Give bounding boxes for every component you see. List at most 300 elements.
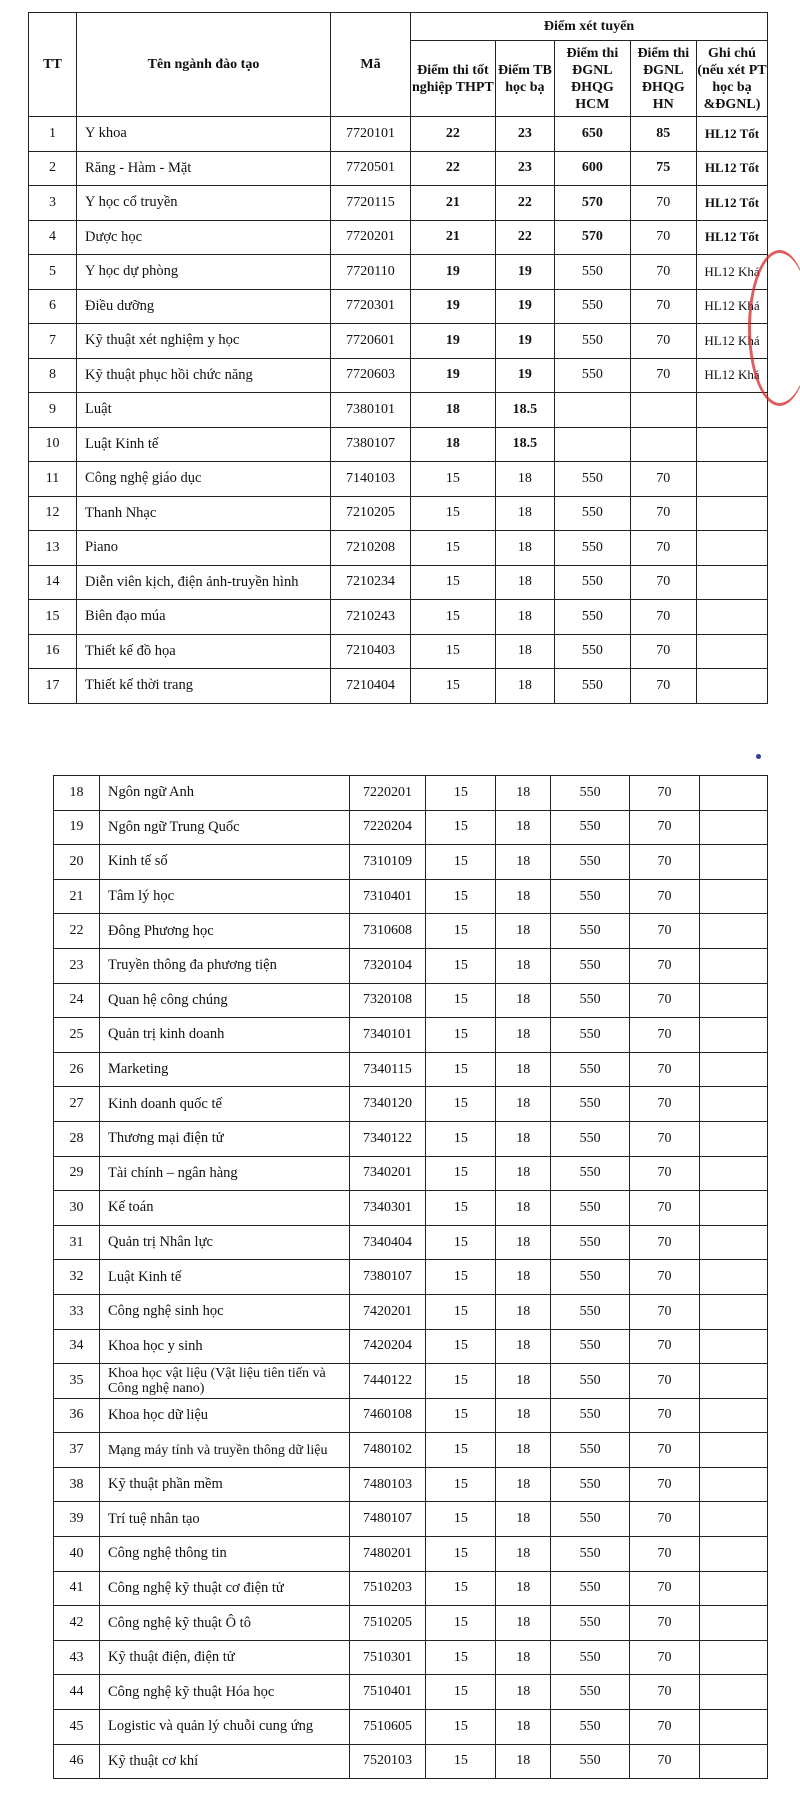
- score-thpt: 15: [426, 1156, 496, 1191]
- score-dgnl-hn: 75: [630, 151, 696, 186]
- major-name: Công nghệ kỹ thuật Ô tô: [99, 1606, 349, 1641]
- row-number: 28: [54, 1121, 100, 1156]
- score-dgnl-hcm: 550: [551, 1433, 630, 1468]
- score-dgnl-hcm: 550: [551, 1640, 630, 1675]
- score-dgnl-hn: 70: [629, 1606, 699, 1641]
- major-name: Truyền thông đa phương tiện: [99, 948, 349, 983]
- row-number: 27: [54, 1087, 100, 1122]
- note: [700, 1502, 768, 1537]
- table-row: [29, 531, 768, 566]
- score-hocba: 18: [496, 1537, 551, 1572]
- major-code: 7340120: [349, 1087, 426, 1122]
- table-row: [29, 634, 768, 669]
- table-row: [54, 1537, 768, 1572]
- major-code: 7480201: [349, 1537, 426, 1572]
- score-thpt: 15: [426, 776, 496, 811]
- major-name: Khoa học vật liệu (Vật liệu tiên tiến và Công nghệ nano): [99, 1364, 349, 1399]
- major-code: 7340115: [349, 1052, 426, 1087]
- table-row: [54, 1052, 768, 1087]
- score-dgnl-hcm: [555, 393, 630, 428]
- note: [696, 496, 767, 531]
- row-number: 45: [54, 1710, 100, 1745]
- row-number: 41: [54, 1571, 100, 1606]
- score-hocba: 19: [495, 324, 554, 359]
- major-code: 7510401: [349, 1675, 426, 1710]
- table-row: [54, 1191, 768, 1226]
- note: [700, 776, 768, 811]
- major-code: 7460108: [349, 1398, 426, 1433]
- score-dgnl-hn: 70: [629, 776, 699, 811]
- major-code: 7720110: [330, 255, 410, 290]
- row-number: 23: [54, 948, 100, 983]
- score-dgnl-hn: 70: [629, 948, 699, 983]
- major-name: Khoa học y sinh: [99, 1329, 349, 1364]
- note: [700, 1606, 768, 1641]
- score-hocba: 18.5: [495, 427, 554, 462]
- score-thpt: 15: [411, 531, 496, 566]
- score-dgnl-hcm: 550: [551, 1467, 630, 1502]
- admission-table-part-2: [53, 775, 768, 1779]
- note: [700, 1537, 768, 1572]
- score-thpt: 15: [426, 1260, 496, 1295]
- header-note: Ghi chú (nếu xét PT học bạ &ĐGNL): [696, 41, 767, 117]
- note: [700, 914, 768, 949]
- table-row: [29, 151, 768, 186]
- major-code: 7720101: [330, 117, 410, 152]
- score-hocba: 18: [495, 565, 554, 600]
- score-thpt: 15: [426, 1537, 496, 1572]
- score-dgnl-hcm: 550: [551, 810, 630, 845]
- score-thpt: 19: [411, 289, 496, 324]
- row-number: 22: [54, 914, 100, 949]
- table-2-body: [54, 776, 768, 1779]
- major-name: Quản trị kinh doanh: [99, 1018, 349, 1053]
- score-thpt: 15: [426, 914, 496, 949]
- score-hocba: 23: [495, 117, 554, 152]
- score-thpt: 15: [426, 1364, 496, 1399]
- major-name: Khoa học dữ liệu: [99, 1398, 349, 1433]
- major-code: 7320108: [349, 983, 426, 1018]
- major-code: 7510205: [349, 1606, 426, 1641]
- row-number: 16: [29, 634, 77, 669]
- note: [700, 1052, 768, 1087]
- row-number: 12: [29, 496, 77, 531]
- score-hocba: 18: [496, 1398, 551, 1433]
- row-number: 1: [29, 117, 77, 152]
- row-number: 19: [54, 810, 100, 845]
- major-name: Logistic và quản lý chuỗi cung ứng: [99, 1710, 349, 1745]
- row-number: 11: [29, 462, 77, 497]
- major-name: Kỹ thuật điện, điện tử: [99, 1640, 349, 1675]
- score-thpt: 15: [426, 1675, 496, 1710]
- row-number: 46: [54, 1744, 100, 1779]
- score-hocba: 18: [496, 1294, 551, 1329]
- row-number: 29: [54, 1156, 100, 1191]
- score-dgnl-hn: 70: [629, 1225, 699, 1260]
- score-hocba: 18: [496, 845, 551, 880]
- major-name: Mạng máy tính và truyền thông dữ liệu: [99, 1433, 349, 1468]
- score-dgnl-hn: 70: [630, 531, 696, 566]
- score-thpt: 15: [411, 669, 496, 704]
- score-hocba: 18: [495, 634, 554, 669]
- score-dgnl-hcm: 550: [555, 255, 630, 290]
- table-row: [54, 845, 768, 880]
- score-thpt: 15: [426, 845, 496, 880]
- ink-dot: [756, 754, 761, 759]
- row-number: 36: [54, 1398, 100, 1433]
- score-thpt: 15: [426, 1225, 496, 1260]
- score-hocba: 19: [495, 289, 554, 324]
- major-name: Công nghệ giáo dục: [77, 462, 331, 497]
- note: [700, 1571, 768, 1606]
- major-name: Công nghệ kỹ thuật cơ điện tử: [99, 1571, 349, 1606]
- note: [700, 1710, 768, 1745]
- major-code: 7220204: [349, 810, 426, 845]
- major-code: 7720501: [330, 151, 410, 186]
- note: [700, 1191, 768, 1226]
- note: [700, 1087, 768, 1122]
- row-number: 3: [29, 186, 77, 221]
- score-dgnl-hcm: 550: [555, 289, 630, 324]
- score-dgnl-hcm: 570: [555, 186, 630, 221]
- score-hocba: 18: [495, 496, 554, 531]
- major-name: Trí tuệ nhân tạo: [99, 1502, 349, 1537]
- row-number: 20: [54, 845, 100, 880]
- score-dgnl-hn: 70: [629, 1364, 699, 1399]
- row-number: 2: [29, 151, 77, 186]
- note: HL12 Khá: [696, 255, 767, 290]
- major-name: Điều dưỡng: [77, 289, 331, 324]
- row-number: 5: [29, 255, 77, 290]
- score-dgnl-hcm: [555, 427, 630, 462]
- score-hocba: 18: [495, 531, 554, 566]
- score-hocba: 18: [496, 948, 551, 983]
- note: [700, 1364, 768, 1399]
- major-name: Piano: [77, 531, 331, 566]
- major-code: 7510203: [349, 1571, 426, 1606]
- major-code: 7480103: [349, 1467, 426, 1502]
- row-number: 31: [54, 1225, 100, 1260]
- major-code: 7210403: [330, 634, 410, 669]
- major-code: 7720115: [330, 186, 410, 221]
- score-dgnl-hcm: 550: [551, 1225, 630, 1260]
- major-code: 7340301: [349, 1191, 426, 1226]
- score-dgnl-hn: 70: [629, 1640, 699, 1675]
- row-number: 39: [54, 1502, 100, 1537]
- score-dgnl-hcm: 550: [551, 879, 630, 914]
- score-thpt: 15: [426, 1052, 496, 1087]
- table-row: [29, 117, 768, 152]
- note: HL12 Khá: [696, 289, 767, 324]
- score-dgnl-hn: 70: [629, 1571, 699, 1606]
- major-code: 7340201: [349, 1156, 426, 1191]
- score-thpt: 15: [411, 634, 496, 669]
- major-code: 7480107: [349, 1502, 426, 1537]
- score-hocba: 19: [495, 255, 554, 290]
- score-dgnl-hn: 70: [629, 1052, 699, 1087]
- table-row: [54, 1018, 768, 1053]
- score-thpt: 15: [411, 496, 496, 531]
- score-dgnl-hn: 70: [629, 1329, 699, 1364]
- score-dgnl-hcm: 550: [551, 1364, 630, 1399]
- major-name: Thanh Nhạc: [77, 496, 331, 531]
- score-dgnl-hn: 70: [629, 879, 699, 914]
- score-hocba: 18: [496, 1433, 551, 1468]
- score-dgnl-hcm: 550: [551, 1744, 630, 1779]
- table-row: [54, 1364, 768, 1399]
- score-dgnl-hcm: 550: [551, 948, 630, 983]
- score-hocba: 18: [496, 879, 551, 914]
- major-code: 7210208: [330, 531, 410, 566]
- score-dgnl-hcm: 550: [551, 1710, 630, 1745]
- table-row: [54, 1502, 768, 1537]
- score-dgnl-hcm: 550: [551, 1260, 630, 1295]
- major-code: 7440122: [349, 1364, 426, 1399]
- score-hocba: 18: [496, 1640, 551, 1675]
- score-thpt: 22: [411, 117, 496, 152]
- score-hocba: 22: [495, 186, 554, 221]
- major-code: 7510605: [349, 1710, 426, 1745]
- table-row: [29, 324, 768, 359]
- score-dgnl-hcm: 550: [555, 462, 630, 497]
- major-code: 7310109: [349, 845, 426, 880]
- row-number: 25: [54, 1018, 100, 1053]
- note: [696, 634, 767, 669]
- major-name: Công nghệ thông tin: [99, 1537, 349, 1572]
- score-hocba: 18: [496, 1744, 551, 1779]
- score-thpt: 15: [426, 1398, 496, 1433]
- score-dgnl-hn: 70: [629, 1156, 699, 1191]
- score-hocba: 18: [495, 600, 554, 635]
- table-row: [54, 1433, 768, 1468]
- table-row: [54, 776, 768, 811]
- score-dgnl-hcm: 550: [555, 565, 630, 600]
- major-name: Tài chính – ngân hàng: [99, 1156, 349, 1191]
- note: [700, 1433, 768, 1468]
- major-name: Kinh doanh quốc tế: [99, 1087, 349, 1122]
- table-row: [29, 393, 768, 428]
- major-code: 7380101: [330, 393, 410, 428]
- table-row: [54, 1121, 768, 1156]
- score-dgnl-hcm: 550: [551, 983, 630, 1018]
- score-dgnl-hn: 70: [630, 462, 696, 497]
- note: HL12 Tốt: [696, 186, 767, 221]
- score-dgnl-hcm: 550: [555, 600, 630, 635]
- score-dgnl-hcm: 550: [555, 669, 630, 704]
- score-dgnl-hcm: 550: [551, 1537, 630, 1572]
- table-row: [54, 1260, 768, 1295]
- major-code: 7310401: [349, 879, 426, 914]
- table-row: [54, 1329, 768, 1364]
- score-thpt: 15: [426, 948, 496, 983]
- row-number: 4: [29, 220, 77, 255]
- major-name: Luật Kinh tế: [77, 427, 331, 462]
- score-dgnl-hn: 70: [630, 289, 696, 324]
- major-code: 7520103: [349, 1744, 426, 1779]
- score-dgnl-hn: 70: [629, 810, 699, 845]
- score-dgnl-hn: 70: [629, 1294, 699, 1329]
- score-dgnl-hn: 70: [629, 1191, 699, 1226]
- score-thpt: 19: [411, 255, 496, 290]
- header-group: Điểm xét tuyển: [411, 13, 768, 41]
- note: [700, 1018, 768, 1053]
- row-number: 24: [54, 983, 100, 1018]
- note: [696, 669, 767, 704]
- major-code: 7140103: [330, 462, 410, 497]
- table-row: [54, 1710, 768, 1745]
- major-code: 7310608: [349, 914, 426, 949]
- table-row: [29, 289, 768, 324]
- score-thpt: 19: [411, 358, 496, 393]
- score-dgnl-hn: [630, 393, 696, 428]
- score-hocba: 18: [496, 1467, 551, 1502]
- score-thpt: 18: [411, 427, 496, 462]
- score-dgnl-hn: 70: [630, 186, 696, 221]
- score-hocba: 18: [496, 1675, 551, 1710]
- table-row: [29, 255, 768, 290]
- major-name: Thiết kế đồ họa: [77, 634, 331, 669]
- table-row: [54, 1225, 768, 1260]
- admission-table-part-1: [28, 12, 768, 704]
- header-tt: TT: [29, 13, 77, 117]
- major-code: 7210234: [330, 565, 410, 600]
- score-dgnl-hcm: 550: [551, 1502, 630, 1537]
- major-name: Luật: [77, 393, 331, 428]
- score-hocba: 18: [496, 810, 551, 845]
- major-code: 7380107: [349, 1260, 426, 1295]
- table-row: [54, 1398, 768, 1433]
- row-number: 6: [29, 289, 77, 324]
- score-thpt: 15: [426, 1191, 496, 1226]
- score-dgnl-hn: 70: [630, 358, 696, 393]
- major-code: 7210243: [330, 600, 410, 635]
- table-row: [54, 1744, 768, 1779]
- row-number: 17: [29, 669, 77, 704]
- major-name: Đông Phương học: [99, 914, 349, 949]
- major-name: Ngôn ngữ Anh: [99, 776, 349, 811]
- score-hocba: 18: [496, 1018, 551, 1053]
- score-dgnl-hcm: 550: [555, 324, 630, 359]
- score-dgnl-hn: 70: [630, 220, 696, 255]
- row-number: 13: [29, 531, 77, 566]
- major-code: 7420201: [349, 1294, 426, 1329]
- score-dgnl-hcm: 550: [551, 1087, 630, 1122]
- note: [700, 810, 768, 845]
- table-row: [29, 669, 768, 704]
- major-code: 7340404: [349, 1225, 426, 1260]
- note: HL12 Tốt: [696, 220, 767, 255]
- table-row: [29, 427, 768, 462]
- major-code: 7380107: [330, 427, 410, 462]
- table-row: [29, 462, 768, 497]
- table-row: [29, 600, 768, 635]
- score-dgnl-hn: 70: [629, 1710, 699, 1745]
- note: [700, 1640, 768, 1675]
- table-row: [54, 1294, 768, 1329]
- row-number: 40: [54, 1537, 100, 1572]
- table-row: [54, 1640, 768, 1675]
- score-dgnl-hcm: 550: [551, 1121, 630, 1156]
- row-number: 34: [54, 1329, 100, 1364]
- table-row: [54, 914, 768, 949]
- score-dgnl-hcm: 550: [551, 1156, 630, 1191]
- score-dgnl-hcm: 570: [555, 220, 630, 255]
- score-dgnl-hcm: 550: [551, 1675, 630, 1710]
- major-name: Luật Kinh tế: [99, 1260, 349, 1295]
- row-number: 38: [54, 1467, 100, 1502]
- score-hocba: 18: [496, 1606, 551, 1641]
- score-hocba: 18: [496, 1329, 551, 1364]
- score-dgnl-hn: 70: [629, 1260, 699, 1295]
- score-dgnl-hcm: 550: [551, 1191, 630, 1226]
- major-name: Diễn viên kịch, điện ảnh-truyền hình: [77, 565, 331, 600]
- table-row: [54, 1156, 768, 1191]
- major-name: Y khoa: [77, 117, 331, 152]
- table-row: [29, 565, 768, 600]
- row-number: 43: [54, 1640, 100, 1675]
- score-dgnl-hn: 70: [629, 1433, 699, 1468]
- score-hocba: 18.5: [495, 393, 554, 428]
- row-number: 37: [54, 1433, 100, 1468]
- note: [700, 1744, 768, 1779]
- major-name: Răng - Hàm - Mặt: [77, 151, 331, 186]
- score-thpt: 15: [426, 1121, 496, 1156]
- score-thpt: 15: [426, 1018, 496, 1053]
- major-code: 7720601: [330, 324, 410, 359]
- note: HL12 Tốt: [696, 117, 767, 152]
- note: [700, 948, 768, 983]
- score-dgnl-hn: 70: [629, 914, 699, 949]
- table-row: [54, 879, 768, 914]
- score-dgnl-hn: 70: [629, 845, 699, 880]
- row-number: 32: [54, 1260, 100, 1295]
- note: [696, 393, 767, 428]
- score-dgnl-hn: 70: [629, 1502, 699, 1537]
- score-dgnl-hcm: 550: [551, 1329, 630, 1364]
- score-hocba: 23: [495, 151, 554, 186]
- score-dgnl-hn: 70: [629, 1744, 699, 1779]
- major-name: Kỹ thuật xét nghiệm y học: [77, 324, 331, 359]
- major-code: 7210205: [330, 496, 410, 531]
- score-hocba: 18: [496, 914, 551, 949]
- score-dgnl-hn: 70: [629, 1467, 699, 1502]
- score-hocba: 18: [496, 1121, 551, 1156]
- note: [700, 1260, 768, 1295]
- row-number: 42: [54, 1606, 100, 1641]
- note: [700, 1329, 768, 1364]
- score-dgnl-hcm: 550: [555, 531, 630, 566]
- table-row: [54, 810, 768, 845]
- score-hocba: 19: [495, 358, 554, 393]
- score-thpt: 15: [426, 810, 496, 845]
- note: [700, 1294, 768, 1329]
- major-name: Quản trị Nhân lực: [99, 1225, 349, 1260]
- score-hocba: 18: [496, 983, 551, 1018]
- score-hocba: 18: [495, 462, 554, 497]
- header-hn: Điểm thi ĐGNL ĐHQG HN: [630, 41, 696, 117]
- major-code: 7340122: [349, 1121, 426, 1156]
- score-hocba: 18: [496, 1225, 551, 1260]
- row-number: 35: [54, 1364, 100, 1399]
- note: [700, 1675, 768, 1710]
- table-row: [54, 983, 768, 1018]
- score-thpt: 18: [411, 393, 496, 428]
- header-hocba: Điểm TB học bạ: [495, 41, 554, 117]
- score-dgnl-hcm: 550: [551, 1398, 630, 1433]
- note: [700, 1467, 768, 1502]
- score-thpt: 15: [426, 879, 496, 914]
- score-dgnl-hn: 70: [629, 1398, 699, 1433]
